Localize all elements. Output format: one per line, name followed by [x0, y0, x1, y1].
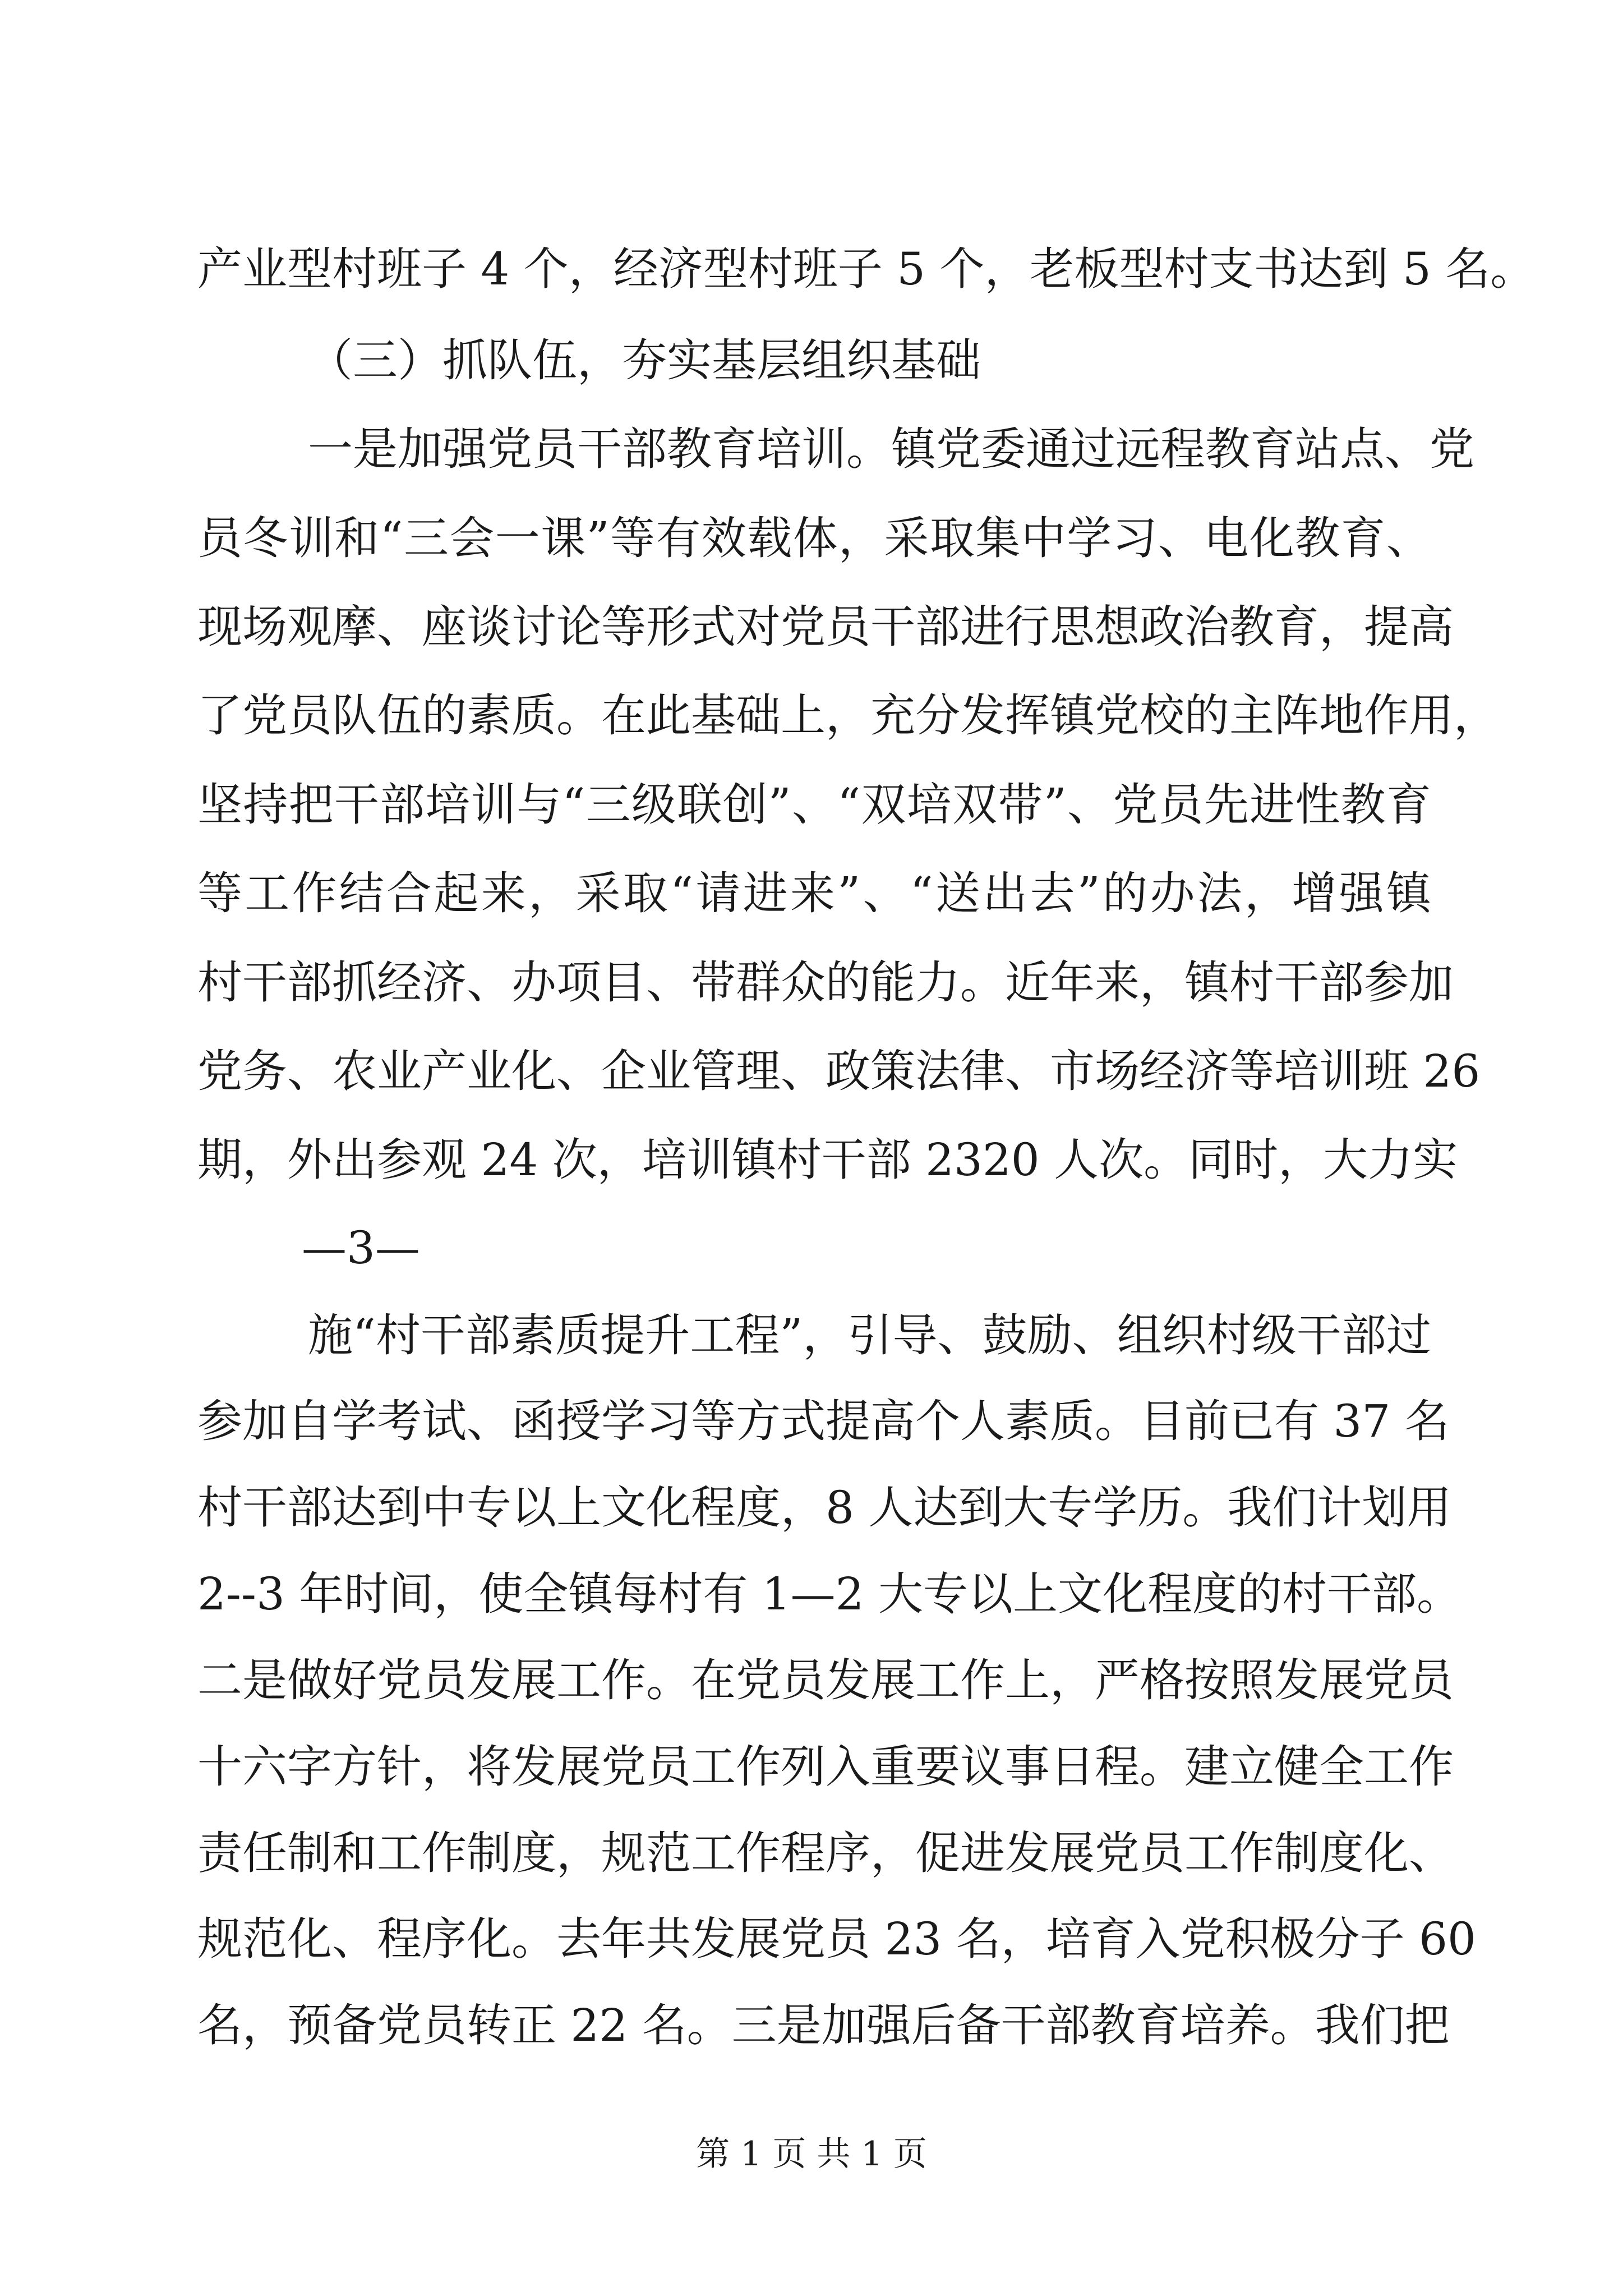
page-footer: 第 1 页 共 1 页	[696, 2134, 927, 2174]
paragraph-line: 一是加强党员干部教育培训。镇党委通过远程教育站点、党	[308, 423, 1474, 475]
paragraph-line: 责任制和工作制度，规范工作程序，促进发展党员工作制度化、	[197, 1827, 1454, 1879]
paragraph-line: 二是做好党员发展工作。在党员发展工作上，严格按照发展党员	[197, 1654, 1454, 1706]
paragraph-line: 规范化、程序化。去年共发展党员 23 名，培育入党积极分子 60	[197, 1913, 1476, 1965]
paragraph-line: 名，预备党员转正 22 名。三是加强后备干部教育培养。我们把	[197, 1999, 1450, 2051]
paragraph-line: 施“村干部素质提升工程”，引导、鼓励、组织村级干部过	[308, 1309, 1431, 1361]
paragraph-line: 产业型村班子 4 个，经济型村班子 5 个，老板型村支书达到 5 名。	[197, 243, 1536, 295]
paragraph-line: 坚持把干部培训与“三级联创”、“双培双带”、党员先进性教育	[197, 779, 1431, 831]
paragraph-line: 党务、农业产业化、企业管理、政策法律、市场经济等培训班 26	[197, 1045, 1481, 1097]
paragraph-line: 现场观摩、座谈讨论等形式对党员干部进行思想政治教育，提高	[197, 601, 1454, 653]
paragraph-line: 村干部抓经济、办项目、带群众的能力。近年来，镇村干部参加	[197, 956, 1454, 1009]
paragraph-line: 员冬训和“三会一课”等有效载体，采取集中学习、电化教育、	[197, 512, 1431, 564]
paragraph-line: 2--3 年时间，使全镇每村有 1—2 大专以上文化程度的村干部。	[197, 1568, 1461, 1620]
paragraph-line: 等工作结合起来，采取“请进来”、“送出去”的办法，增强镇	[197, 867, 1431, 919]
paragraph-line: 期，外出参观 24 次，培训镇村干部 2320 人次。同时，大力实	[197, 1134, 1458, 1186]
paragraph-line: 了党员队伍的素质。在此基础上，充分发挥镇党校的主阵地作用，	[197, 689, 1498, 742]
paragraph-line: 十六字方针，将发展党员工作列入重要议事日程。建立健全工作	[197, 1741, 1454, 1793]
paragraph-line: 参加自学考试、函授学习等方式提高个人素质。目前已有 37 名	[197, 1395, 1450, 1447]
section-heading: （三）抓队伍，夯实基层组织基础	[308, 334, 981, 386]
page-number-marker: —3—	[302, 1222, 420, 1274]
paragraph-line: 村干部达到中专以上文化程度，8 人达到大专学历。我们计划用	[197, 1481, 1452, 1534]
